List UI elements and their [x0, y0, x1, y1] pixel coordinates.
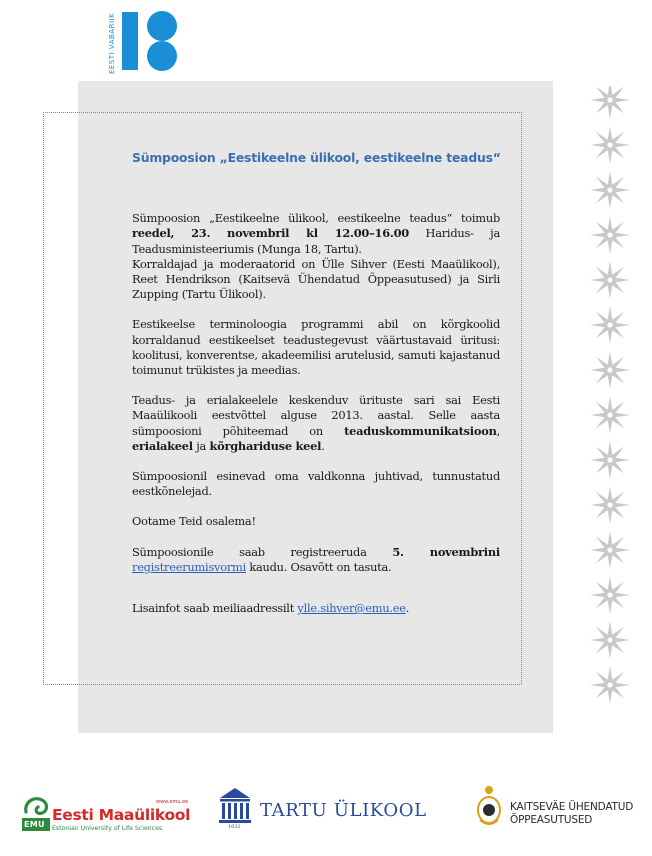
- kaitsevae-name-line2: ÕPPEASUTUSED: [510, 814, 593, 826]
- topic-separator: ,: [496, 423, 500, 438]
- eesti-vabariik-logo: [104, 10, 184, 74]
- page-title: Sümpoosion „Eestikeelne ülikool, eestikeelne teadus“: [132, 150, 501, 165]
- event-intro-text: Sümpoosion „Eestikeelne ülikool, eestikeelne teadus“ toimub: [132, 211, 500, 226]
- kaitsevae-name: [510, 801, 633, 827]
- kaitsevae-emblem-icon: [474, 784, 504, 828]
- series-text: Teadus- ja erialakeelele keskenduv ürituste sari sai Eesti Maaülikooli eestvõttel alguse 2013. aastal. Selle aasta sümpoosioni põhiteemad on: [132, 393, 500, 438]
- tartu-ulikool-logo: [218, 784, 458, 836]
- paragraph-event-info: [132, 211, 500, 302]
- emu-website: www.emu.ee: [156, 799, 189, 805]
- organizers-text: Korraldajad ja moderaatorid on Ülle Sihver (Eesti Maaülikool), Reet Hendrikson (Kaitsevä Ühendatud Õppeasutused) ja Sirli Zupping (Tartu Ülikool).: [132, 256, 500, 302]
- ornament-star: [590, 486, 630, 524]
- topic-science-communication: teaduskommunikatsioon: [344, 423, 497, 438]
- ornament-column: [588, 86, 632, 716]
- registration-deadline: 5. novembrini: [392, 544, 500, 559]
- paragraph-registration: [132, 545, 500, 575]
- ornament-star: [590, 216, 630, 254]
- emu-name: Eesti Maaülikool: [52, 806, 191, 824]
- tartu-ulikool-year: 1632: [228, 824, 241, 830]
- emu-subtitle: Estonian University of Life Sciences: [52, 825, 163, 832]
- emu-badge: EMU: [24, 820, 45, 829]
- registration-tail-text: kaudu. Osavõtt on tasuta.: [245, 559, 392, 574]
- eesti-vabariik-text: EESTI VABARIIK: [108, 12, 116, 74]
- ornament-star: [590, 261, 630, 299]
- ornament-star: [590, 531, 630, 569]
- registration-text: Sümpoosionile saab registreeruda: [132, 544, 393, 559]
- emu-logo: [22, 788, 202, 832]
- ornament-star: [590, 171, 630, 209]
- tartu-ulikool-building-icon: [218, 786, 252, 826]
- ornament-star: [590, 576, 630, 614]
- registration-form-link[interactable]: registreerumisvormi: [132, 559, 246, 574]
- topic-period: .: [321, 438, 325, 453]
- paragraph-series: [132, 393, 500, 454]
- ornament-star: [590, 441, 630, 479]
- topic-conjunction: ja: [192, 438, 210, 453]
- ornament-star: [590, 351, 630, 389]
- event-date-time: reedel, 23. novembril kl 12.00–16.00: [132, 226, 409, 241]
- invitation-content: [132, 150, 500, 631]
- contact-period: .: [405, 601, 410, 616]
- topic-specialist-language: erialakeel: [132, 438, 193, 453]
- event-location-text: Haridus- ja Teadusministeeriumis (Munga 18, Tartu).: [132, 226, 500, 256]
- ornament-star: [590, 666, 630, 704]
- paragraph-program: Eestikeelse terminoloogia programmi abil on kõrgkoolid korraldanud eestikeelset teadustegevust väärtustavaid üritusi: koolitusi, konverentse, akadeemilisi arutelusid, samuti kajastanud toimunut trükistes ja meedias.: [132, 317, 500, 378]
- contact-text: Lisainfot saab meiliaadressilt: [132, 601, 298, 616]
- ornament-star: [590, 86, 630, 119]
- topic-higher-education-language: kõrghariduse keel: [209, 438, 322, 453]
- kaitsevae-name-line1: KAITSEVÄE ÜHENDATUD: [510, 801, 634, 813]
- tartu-ulikool-name: TARTU ÜLIKOOL: [260, 800, 427, 821]
- paragraph-speakers: Sümpoosionil esinevad oma valdkonna juhtivad, tunnustatud eestkõnelejad.: [132, 469, 500, 499]
- paragraph-contact: [132, 601, 500, 616]
- paragraph-welcome: Ootame Teid osalema!: [132, 514, 256, 529]
- ornament-star: [590, 621, 630, 659]
- ornament-star: [590, 396, 630, 434]
- eesti-vabariik-symbol: [104, 10, 184, 74]
- kaitsevae-logo: [474, 784, 644, 836]
- contact-email-link[interactable]: ylle.sihver@emu.ee: [297, 601, 406, 616]
- ornament-star: [590, 306, 630, 344]
- footer-logos: [0, 776, 652, 836]
- ornament-star: [590, 126, 630, 164]
